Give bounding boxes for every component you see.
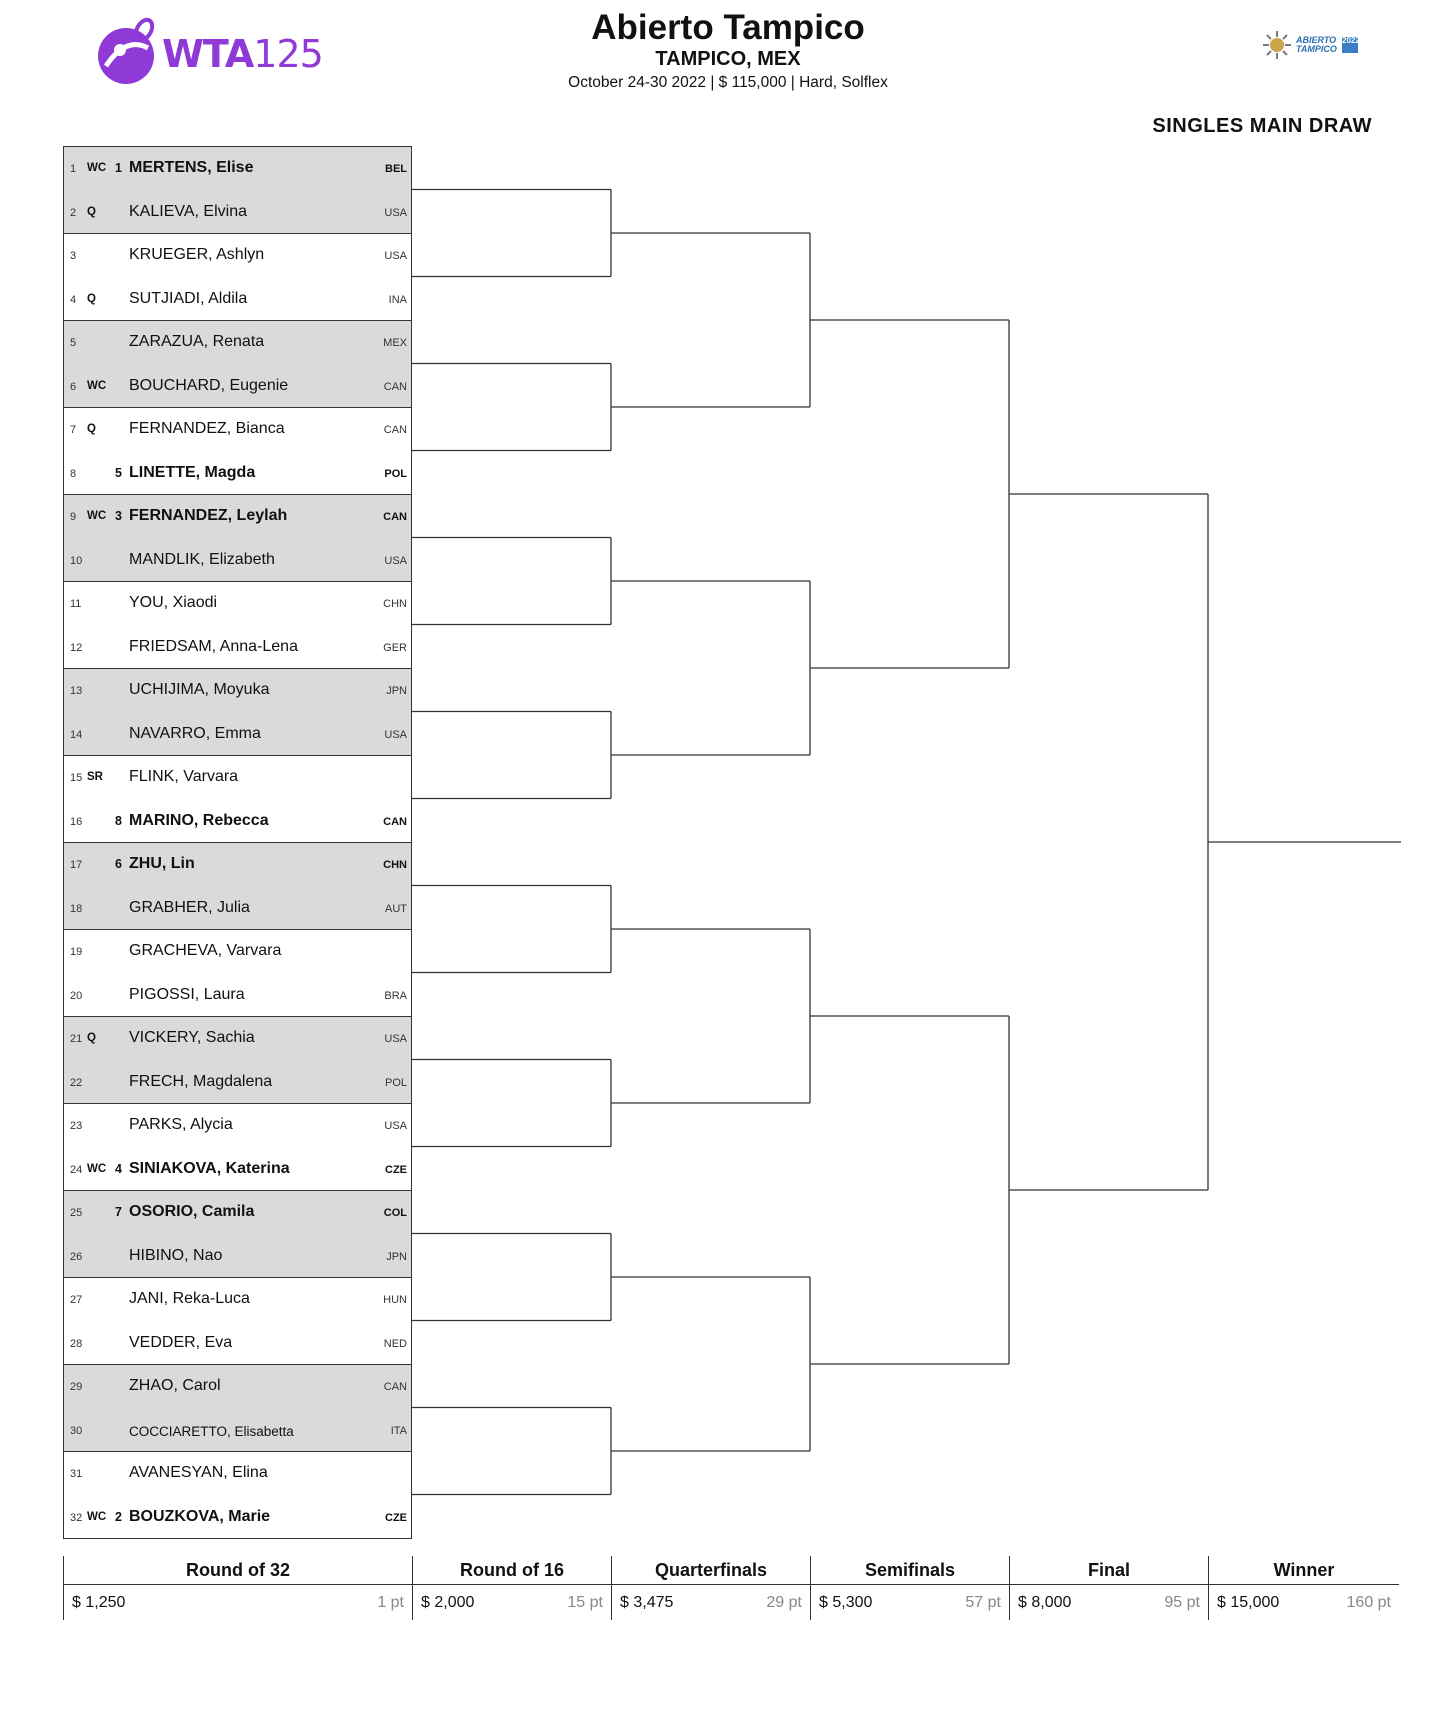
- seed-number: 8: [115, 813, 122, 828]
- player-name: AVANESYAN, Elina: [129, 1464, 268, 1481]
- draw-position: 6: [70, 380, 77, 393]
- player-name: GRABHER, Julia: [129, 898, 250, 916]
- player-name: ZARAZUA, Renata: [129, 333, 265, 350]
- player-nationality: USA: [384, 1120, 407, 1132]
- player-row: [64, 713, 411, 757]
- draw-position: 23: [70, 1120, 83, 1132]
- round-name: Round of 32: [186, 1560, 290, 1580]
- entry-status: WC: [87, 1162, 107, 1175]
- draw-position: 11: [70, 598, 82, 610]
- seed-number: 1: [115, 161, 122, 175]
- draw-position: 19: [70, 946, 83, 958]
- player-nationality: CZE: [385, 1511, 407, 1524]
- player-nationality: HUN: [383, 1294, 407, 1306]
- player-row: [64, 1191, 411, 1235]
- player-name: COCCIARETTO, Elisabetta: [129, 1423, 294, 1439]
- prize-money: $ 5,300: [819, 1594, 873, 1611]
- draw-pair: [64, 321, 411, 408]
- draw-pair: [64, 756, 411, 843]
- player-row: [64, 539, 411, 583]
- entry-status: WC: [87, 510, 107, 522]
- player-nationality: GER: [383, 641, 407, 654]
- draw-position: 1: [70, 163, 77, 175]
- ranking-points: 15 pt: [567, 1594, 603, 1611]
- player-row: [64, 1148, 411, 1192]
- player-name: PARKS, Alycia: [129, 1116, 233, 1133]
- player-name: ZHU, Lin: [129, 855, 195, 872]
- player-name: VICKERY, Sachia: [129, 1029, 255, 1046]
- player-name: HIBINO, Nao: [129, 1246, 223, 1264]
- draw-pair: [64, 843, 411, 930]
- player-nationality: USA: [384, 250, 407, 262]
- prize-money: $ 8,000: [1018, 1594, 1072, 1611]
- tournament-info: October 24-30 2022 | $ 115,000 | Hard, Solflex: [568, 74, 888, 91]
- player-nationality: USA: [384, 728, 407, 741]
- player-row: [64, 1278, 411, 1322]
- player-name: SINIAKOVA, Katerina: [129, 1159, 290, 1177]
- player-row: [64, 495, 411, 539]
- event-logo-year: 2022: [1342, 37, 1358, 53]
- seed-number: 3: [115, 509, 122, 523]
- draw-position: 22: [70, 1076, 83, 1089]
- draw-pair: [64, 582, 411, 669]
- draw-position: 26: [70, 1250, 83, 1263]
- draw-pair: [64, 147, 411, 234]
- player-nationality: INA: [388, 293, 407, 306]
- player-row: [64, 1496, 411, 1540]
- seed-number: 5: [115, 465, 122, 480]
- round-name: Semifinals: [864, 1560, 956, 1580]
- prize-column: [1009, 1556, 1208, 1620]
- player-nationality: MEX: [383, 337, 407, 349]
- player-name: VEDDER, Eva: [129, 1333, 233, 1351]
- player-nationality: CAN: [383, 511, 407, 523]
- seed-number: 7: [115, 1205, 122, 1219]
- player-name: OSORIO, Camila: [129, 1203, 255, 1220]
- draw-pair: [64, 1191, 411, 1278]
- entry-status: Q: [87, 1032, 96, 1044]
- player-row: [64, 843, 411, 887]
- entry-status: Q: [87, 205, 96, 218]
- player-nationality: COL: [383, 1207, 407, 1219]
- player-row: [64, 191, 411, 235]
- player-name: BOUZKOVA, Marie: [129, 1507, 271, 1525]
- player-name: BOUCHARD, Eugenie: [129, 376, 289, 394]
- draw-position: 25: [70, 1207, 83, 1219]
- wta-wordmark: WTA125: [162, 32, 323, 76]
- player-name: YOU, Xiaodi: [129, 594, 218, 611]
- player-row: [64, 452, 411, 496]
- player-nationality: CAN: [383, 424, 407, 436]
- draw-position: 30: [70, 1424, 83, 1437]
- draw-pair: [64, 669, 411, 756]
- prize-column: [810, 1556, 1009, 1620]
- player-nationality: NED: [383, 1337, 407, 1350]
- draw-position: 24: [70, 1163, 83, 1176]
- draw-position: 28: [70, 1337, 83, 1350]
- draw-title: SINGLES MAIN DRAW: [1152, 115, 1372, 137]
- entry-status: WC: [87, 379, 107, 392]
- player-row: [64, 800, 411, 844]
- player-name: UCHIJIMA, Moyuka: [129, 681, 270, 698]
- round-name: Winner: [1273, 1560, 1335, 1580]
- player-row: [64, 234, 411, 278]
- draw-list: [63, 146, 412, 1539]
- draw-position: 16: [70, 815, 83, 828]
- prize-money: $ 15,000: [1217, 1594, 1280, 1611]
- draw-position: 27: [70, 1294, 83, 1306]
- player-nationality: CAN: [383, 1381, 407, 1393]
- player-name: FERNANDEZ, Leylah: [129, 507, 288, 524]
- player-name: MERTENS, Elise: [129, 159, 254, 176]
- player-row: [64, 1104, 411, 1148]
- draw-position: 20: [70, 989, 83, 1002]
- draw-pair: [64, 1452, 411, 1539]
- draw-pair: [64, 1278, 411, 1365]
- player-nationality: ITA: [390, 1424, 407, 1437]
- player-nationality: CHN: [383, 859, 407, 871]
- player-row: [64, 1322, 411, 1366]
- player-nationality: POL: [384, 1076, 407, 1089]
- draw-position: 7: [70, 424, 77, 436]
- player-name: KALIEVA, Elvina: [129, 202, 247, 220]
- prize-column: [1208, 1556, 1399, 1620]
- draw-pair: [64, 495, 411, 582]
- player-nationality: BRA: [384, 989, 407, 1002]
- draw-position: 5: [70, 337, 77, 349]
- player-row: [64, 930, 411, 974]
- entry-status: SR: [87, 771, 103, 783]
- player-row: [64, 756, 411, 800]
- player-name: SUTJIADI, Aldila: [129, 289, 248, 307]
- draw-pair: [64, 234, 411, 321]
- player-nationality: JPN: [386, 1250, 407, 1263]
- round-name: Round of 16: [460, 1560, 564, 1580]
- prize-money: $ 3,475: [620, 1594, 674, 1611]
- player-row: [64, 1061, 411, 1105]
- player-name: FLINK, Varvara: [129, 768, 239, 785]
- player-nationality: CZE: [385, 1163, 407, 1176]
- draw-position: 10: [70, 554, 83, 567]
- player-row: [64, 365, 411, 409]
- player-name: FERNANDEZ, Bianca: [129, 420, 285, 437]
- draw-position: 18: [70, 902, 83, 915]
- draw-pair: [64, 1017, 411, 1104]
- prize-money-table: [63, 1556, 1399, 1620]
- draw-position: 2: [70, 206, 77, 219]
- tournament-location: TAMPICO, MEX: [655, 48, 801, 70]
- player-nationality: JPN: [386, 685, 407, 697]
- player-row: [64, 1409, 411, 1453]
- player-name: JANI, Reka-Luca: [129, 1290, 250, 1307]
- draw-position: 15: [70, 772, 83, 784]
- draw-position: 9: [70, 511, 77, 523]
- player-name: MANDLIK, Elizabeth: [129, 550, 275, 568]
- draw-pair: [64, 930, 411, 1017]
- draw-position: 31: [70, 1468, 83, 1480]
- tournament-title: Abierto Tampico: [591, 8, 865, 47]
- player-name: MARINO, Rebecca: [129, 811, 269, 829]
- round-name: Final: [1087, 1560, 1130, 1580]
- draw-position: 21: [70, 1033, 83, 1045]
- draw-pair: [64, 1104, 411, 1191]
- seed-number: 4: [115, 1161, 122, 1176]
- player-nationality: POL: [384, 467, 407, 480]
- prize-money: $ 1,250: [72, 1594, 126, 1611]
- player-name: PIGOSSI, Laura: [129, 985, 245, 1003]
- entry-status: WC: [87, 162, 107, 174]
- player-row: [64, 626, 411, 670]
- player-name: FRIEDSAM, Anna-Lena: [129, 637, 298, 655]
- player-row: [64, 321, 411, 365]
- player-name: KRUEGER, Ashlyn: [129, 246, 265, 263]
- entry-status: WC: [87, 1510, 107, 1523]
- seed-number: 2: [115, 1509, 122, 1524]
- seed-number: 6: [115, 857, 122, 871]
- ranking-points: 57 pt: [965, 1594, 1001, 1611]
- player-nationality: USA: [384, 554, 407, 567]
- player-row: [64, 278, 411, 322]
- player-nationality: CAN: [383, 815, 407, 828]
- player-nationality: BEL: [385, 163, 407, 175]
- round-name: Quarterfinals: [654, 1560, 768, 1580]
- player-nationality: AUT: [385, 902, 407, 915]
- ranking-points: 1 pt: [377, 1594, 404, 1611]
- player-name: NAVARRO, Emma: [129, 724, 261, 742]
- player-row: [64, 1452, 411, 1496]
- player-row: [64, 974, 411, 1018]
- player-name: ZHAO, Carol: [129, 1377, 221, 1394]
- player-nationality: CHN: [383, 598, 407, 610]
- player-row: [64, 887, 411, 931]
- ranking-points: 160 pt: [1346, 1594, 1391, 1611]
- draw-position: 8: [70, 467, 77, 480]
- draw-position: 12: [70, 641, 83, 654]
- prize-column: [63, 1556, 412, 1620]
- event-logo-text: ABIERTO TAMPICO: [1296, 35, 1337, 54]
- player-name: GRACHEVA, Varvara: [129, 942, 282, 959]
- player-nationality: USA: [384, 1033, 407, 1045]
- player-nationality: USA: [384, 206, 407, 219]
- draw-position: 13: [70, 685, 83, 697]
- prize-column: [412, 1556, 611, 1620]
- draw-position: 4: [70, 293, 77, 306]
- player-row: [64, 582, 411, 626]
- draw-position: 17: [70, 859, 83, 871]
- draw-position: 29: [70, 1381, 83, 1393]
- player-nationality: CAN: [383, 380, 407, 393]
- prize-money: $ 2,000: [421, 1594, 475, 1611]
- draw-position: 32: [70, 1511, 83, 1524]
- entry-status: Q: [87, 423, 96, 435]
- player-row: [64, 1017, 411, 1061]
- draw-position: 14: [70, 728, 83, 741]
- ranking-points: 29 pt: [766, 1594, 802, 1611]
- draw-pair: [64, 1365, 411, 1452]
- player-row: [64, 669, 411, 713]
- ranking-points: 95 pt: [1164, 1594, 1200, 1611]
- player-name: LINETTE, Magda: [129, 463, 256, 481]
- prize-column: [611, 1556, 810, 1620]
- player-row: [64, 1235, 411, 1279]
- player-row: [64, 147, 411, 191]
- player-row: [64, 1365, 411, 1409]
- draw-position: 3: [70, 250, 77, 262]
- player-name: FRECH, Magdalena: [129, 1072, 273, 1090]
- player-row: [64, 408, 411, 452]
- draw-pair: [64, 408, 411, 495]
- entry-status: Q: [87, 292, 96, 305]
